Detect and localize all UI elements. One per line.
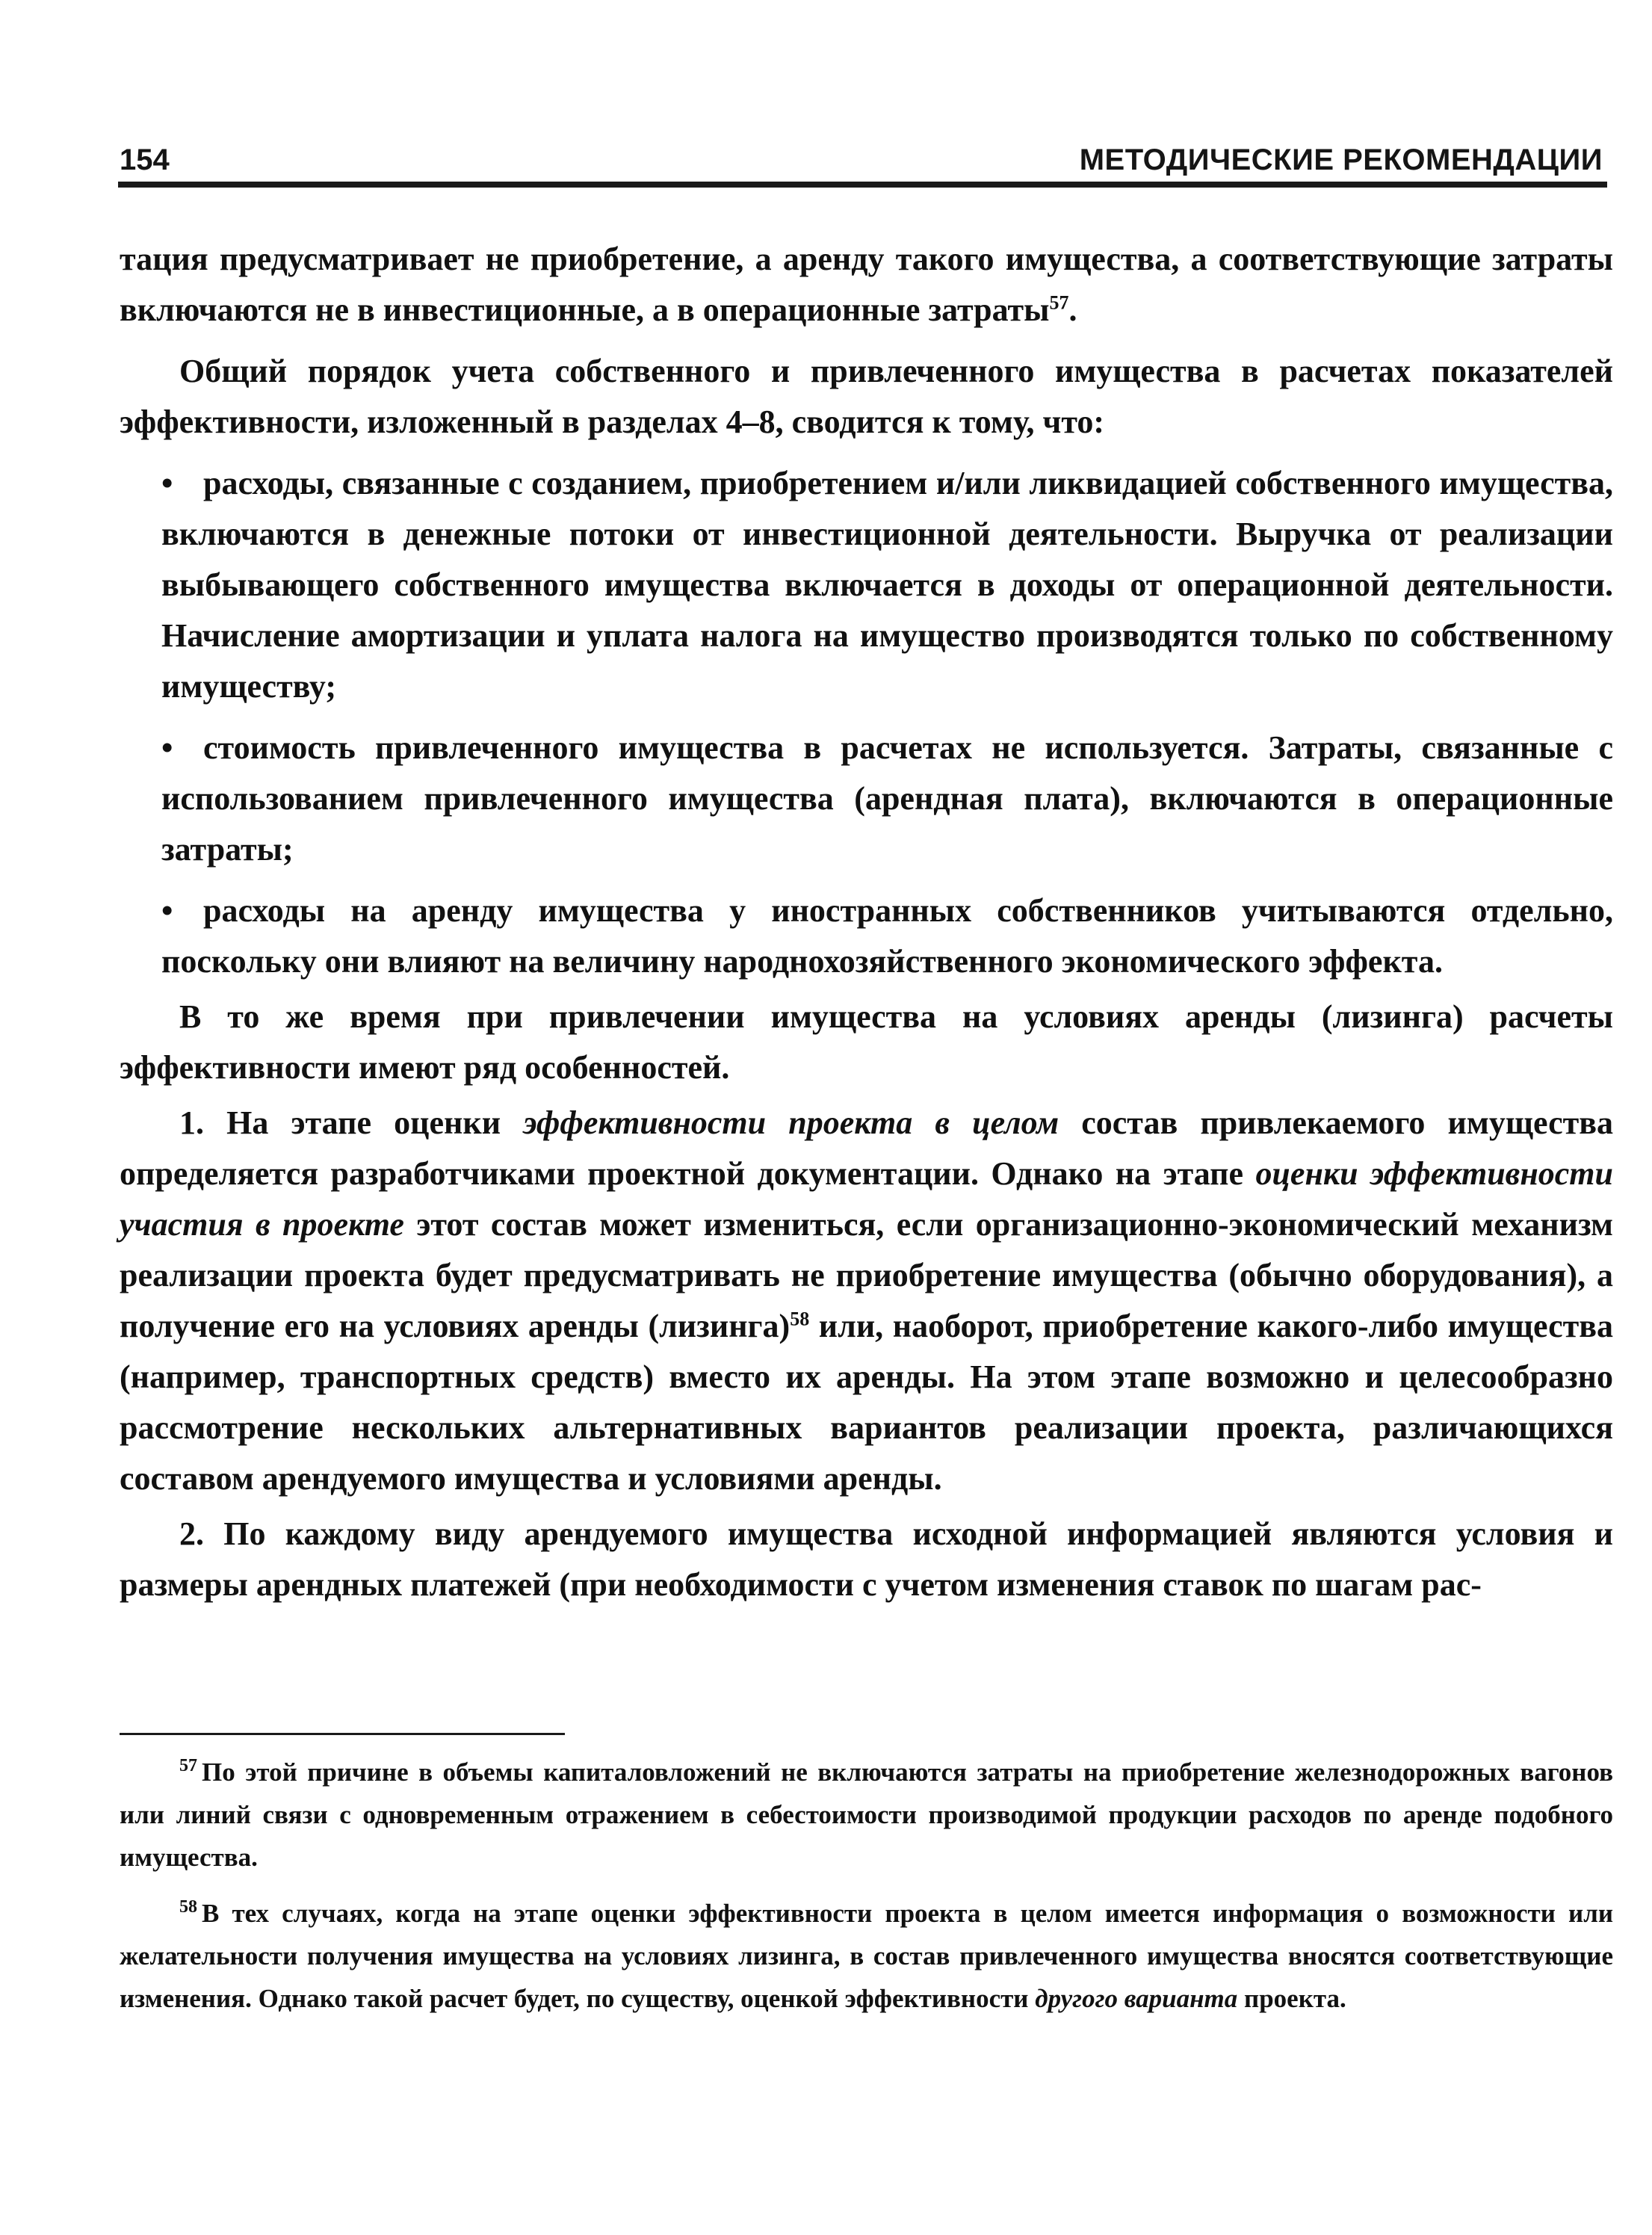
item-1-text: состав привлекаемого имущества определяется разработчиками проектной документации. Однако на этапе xyxy=(120,1104,1613,1192)
running-title: МЕТОДИЧЕСКИЕ РЕКОМЕНДАЦИИ xyxy=(1079,143,1603,176)
footnote-57 xyxy=(120,1751,1613,1879)
item-1-text: этот состав может измениться, если организационно-экономический механизм реализации проекта будет предусматривать не приобретение имущества (обычно оборудования), а получение его на условиях аренды (лизинга) xyxy=(120,1206,1613,1344)
item-1-emphasis: оценки эффективности участия в проекте xyxy=(120,1155,1613,1243)
paragraph-item-2: 2. По каждому виду арендуемого имущества исходной информацией являются условия и размеры арендных платежей (при необходимости с учетом изменения ставок по шагам рас- xyxy=(120,1515,1613,1603)
bullet-text: расходы, связанные с созданием, приобретением и/или ликвидацией собственного имущества, включаются в денежные потоки от инвестиционной деятельности. Выручка от реализации выбывающего собственного имущества включается в доходы от операционной деятельности. Начисление амортизации и уплата налога на имущество производятся только по собственному имуществу; xyxy=(161,465,1613,705)
bullet-icon: • xyxy=(161,729,173,766)
footnote-text: В тех случаях, когда на этапе оценки эффективности проекта в целом имеется информация о возможности или желательности получения имущества на условиях лизинга, в состав привлеченного имущества вносятся соответствующие изменения. Однако такой расчет будет, по существу, оценкой эффективности xyxy=(120,1899,1613,2013)
paragraph-text: тация предусматривает не приобретение, а аренду такого имущества, а соответствующие затраты включаются не в инвестиционные, а в операционные затраты xyxy=(120,241,1613,328)
footnote-58 xyxy=(120,1892,1613,2020)
header-rule xyxy=(118,182,1607,188)
footnote-separator xyxy=(120,1733,565,1735)
item-1-text: или, наоборот, приобретение какого-либо имущества (например, транспортных средств) вместо их аренды. На этом этапе возможно и целесообразно рассмотрение нескольких альтернативных вариантов реализации проекта, различающихся составом арендуемого имущества и условиями аренды. xyxy=(120,1308,1614,1497)
main-text xyxy=(120,234,1613,1610)
item-1-text: 1. На этапе оценки xyxy=(179,1104,524,1141)
bullet-icon: • xyxy=(161,892,173,929)
footnote-tail: проекта. xyxy=(1237,1984,1346,2013)
bullet-text: стоимость привлеченного имущества в расчетах не используется. Затраты, связанные с использованием привлеченного имущества (арендная плата), включаются в операционные затраты; xyxy=(161,729,1613,868)
item-1-emphasis: эффективности проекта в целом xyxy=(523,1104,1059,1141)
footnote-text: По этой причине в объемы капиталовложений не включаются затраты на приобретение железнодорожных вагонов или линий связи с одновременным отражением в себестоимости производимой продукции расходов по аренде подобного имущества. xyxy=(120,1758,1613,1872)
footnote-ref-57: 57 xyxy=(1049,291,1069,314)
footnote-mark: 58 xyxy=(179,1897,197,1917)
bullet-text: расходы на аренду имущества у иностранных собственников учитываются отдельно, поскольку они влияют на величину народнохозяйственного экономического эффекта. xyxy=(161,892,1613,980)
bullet-icon: • xyxy=(161,465,173,501)
bullet-item xyxy=(120,723,1613,875)
footnote-mark: 57 xyxy=(179,1756,197,1776)
paragraph-continued xyxy=(120,234,1613,336)
running-header xyxy=(120,139,1603,187)
paragraph-tail: . xyxy=(1068,291,1077,328)
bullet-item xyxy=(120,458,1613,712)
paragraph-item-1 xyxy=(120,1098,1613,1504)
bullet-list xyxy=(120,458,1613,987)
footnote-ref-58: 58 xyxy=(790,1308,810,1330)
bullet-item xyxy=(120,885,1613,987)
page-number: 154 xyxy=(120,143,170,176)
paragraph-intro: Общий порядок учета собственного и привлеченного имущества в расчетах показателей эффективности, изложенный в разделах 4–8, сводится к тому, что: xyxy=(120,353,1613,440)
paragraph-features: В то же время при привлечении имущества на условиях аренды (лизинга) расчеты эффективности имеют ряд особенностей. xyxy=(120,998,1613,1086)
footnotes xyxy=(120,1751,1613,2020)
footnote-emphasis: другого варианта xyxy=(1035,1984,1238,2013)
